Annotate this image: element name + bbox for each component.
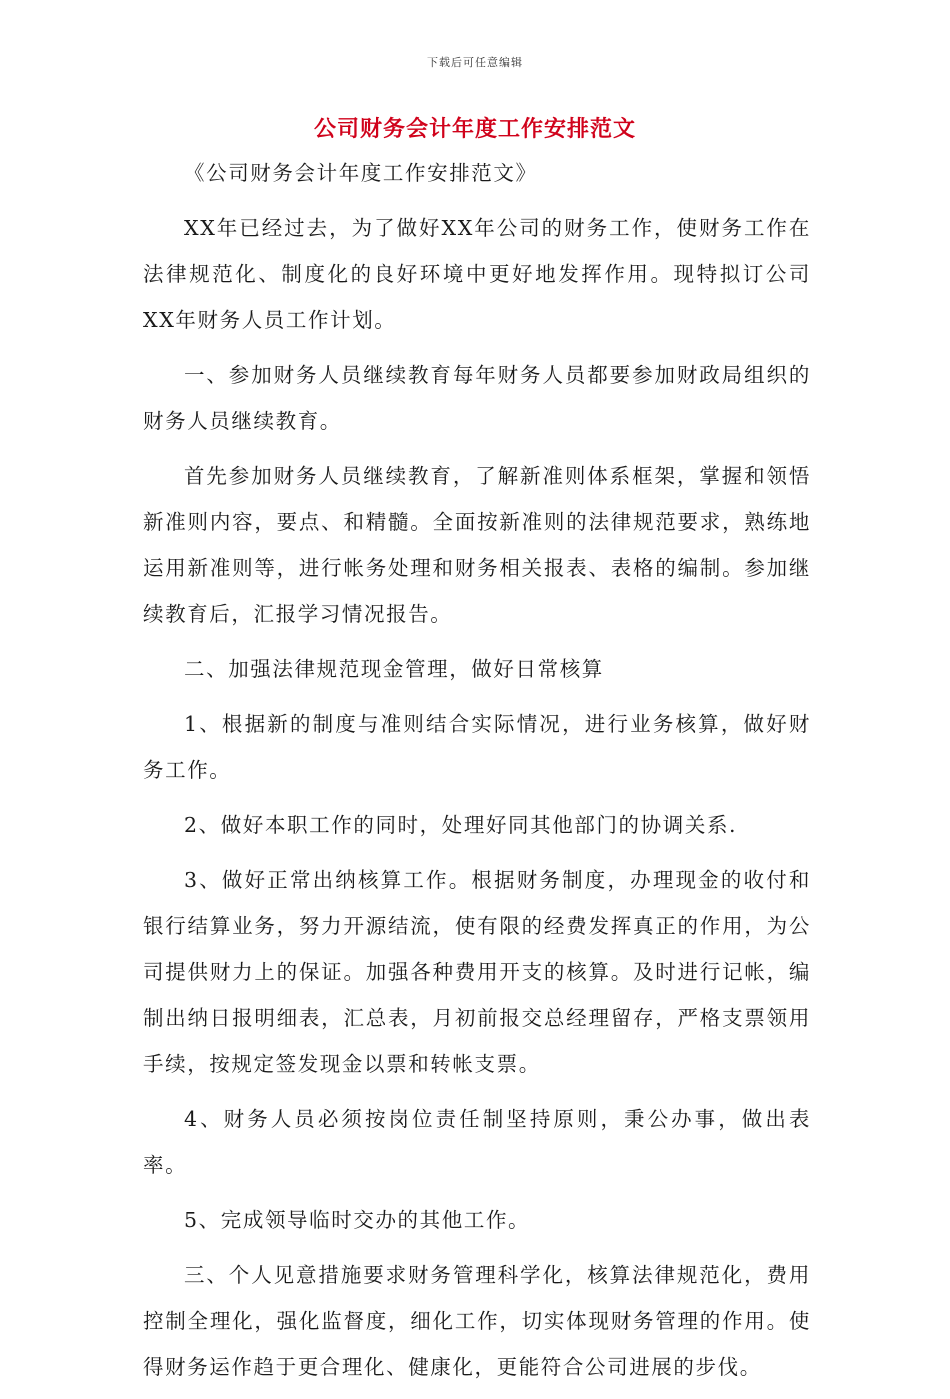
paragraph-item-2: 2、做好本职工作的同时，处理好同其他部门的协调关系.: [184, 813, 738, 837]
paragraph-section-3: 三、个人见意措施要求财务管理科学化，核算法律规范化，费用控制全理化，强化监督度，细化工作，切实体现财务管理的作用。使得财务运作趋于更合理化、健康化，更能符合公司进展的步伐。: [143, 1263, 811, 1379]
paragraph-item-4: 4、财务人员必须按岗位责任制坚持原则，秉公办事，做出表率。: [143, 1107, 811, 1177]
paragraph-subtitle: 《公司财务会计年度工作安排范文》: [184, 161, 538, 185]
paragraph-section-1: 一、参加财务人员继续教育每年财务人员都要参加财政局组织的财务人员继续教育。: [143, 363, 811, 433]
paragraph-intro: XX年已经过去，为了做好XX年公司的财务工作，使财务工作在法律规范化、制度化的良好环境中更好地发挥作用。现特拟订公司XX年财务人员工作计划。: [143, 216, 811, 332]
document-body: [143, 150, 811, 1399]
paragraph-section-1-detail: 首先参加财务人员继续教育，了解新准则体系框架，掌握和领悟新准则内容，要点、和精髓。全面按新准则的法律规范要求，熟练地运用新准则等，进行帐务处理和财务相关报表、表格的编制。参加继续教育后，汇报学习情况报告。: [143, 464, 811, 626]
paragraph-item-5: 5、完成领导临时交办的其他工作。: [184, 1208, 531, 1232]
paragraph-item-3: 3、做好正常出纳核算工作。根据财务制度，办理现金的收付和银行结算业务，努力开源结流，使有限的经费发挥真正的作用，为公司提供财力上的保证。加强各种费用开支的核算。及时进行记帐，编制出纳日报明细表，汇总表，月初前报交总经理留存，严格支票领用手续，按规定签发现金以票和转帐支票。: [143, 868, 811, 1076]
document-title: 公司财务会计年度工作安排范文: [313, 116, 636, 142]
header-note: 下载后可任意编辑: [427, 56, 523, 69]
paragraph-section-2: 二、加强法律规范现金管理，做好日常核算: [184, 657, 604, 681]
paragraph-item-1: 1、根据新的制度与准则结合实际情况，进行业务核算，做好财务工作。: [143, 712, 811, 782]
